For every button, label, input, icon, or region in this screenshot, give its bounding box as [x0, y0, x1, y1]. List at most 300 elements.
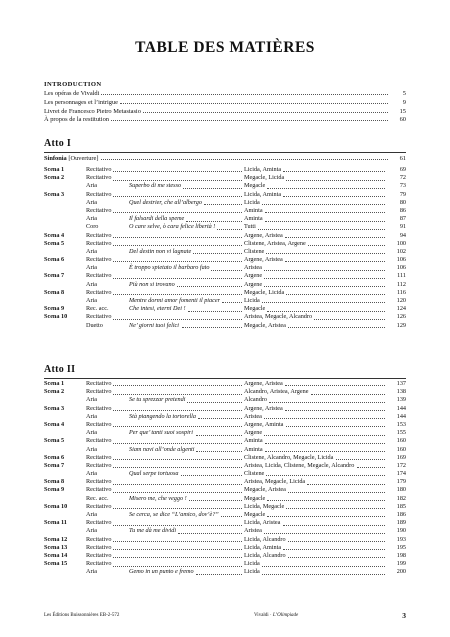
dot-leader — [288, 541, 385, 542]
scene-number: Scena 10 — [44, 313, 68, 321]
scene-number: Scena 15 — [44, 560, 68, 568]
page-number: 186 — [396, 511, 406, 518]
dot-leader — [204, 204, 242, 205]
piece-type: Aria — [86, 215, 97, 223]
dot-leader — [113, 171, 242, 172]
characters: Alcandro, Aristea, Argene — [244, 388, 309, 396]
piece-title: Mentre dormi amor fomenti il piacer — [129, 297, 221, 304]
piece-type: Recitativo — [86, 174, 112, 182]
piece-type: Recitativo — [86, 486, 112, 494]
page-number: 153 — [396, 420, 406, 428]
toc-row[interactable] — [44, 223, 406, 231]
dot-leader — [113, 319, 242, 320]
toc-row[interactable] — [44, 544, 406, 552]
page-number: 160 — [396, 437, 406, 445]
page-number: 112 — [396, 280, 406, 288]
characters: Licida — [244, 198, 260, 206]
piece-type: Aria — [86, 511, 97, 518]
toc-row[interactable] — [44, 313, 406, 321]
dot-leader — [182, 327, 242, 328]
dot-leader — [221, 516, 242, 517]
toc-row[interactable] — [44, 272, 406, 280]
dot-leader — [120, 103, 388, 104]
toc-row[interactable] — [44, 446, 406, 454]
dot-leader — [311, 394, 385, 395]
dot-leader — [196, 451, 242, 452]
toc-row[interactable] — [44, 174, 406, 182]
characters: Clistene — [244, 470, 265, 478]
introduction-list — [44, 90, 406, 125]
scene-number: Scena 8 — [44, 478, 65, 486]
piece-type: Recitativo — [86, 560, 112, 568]
dot-leader — [307, 484, 385, 485]
dot-leader — [285, 385, 385, 386]
dot-leader — [181, 475, 243, 476]
page-number: 144 — [396, 412, 406, 420]
dot-leader — [113, 525, 242, 526]
dot-leader — [264, 286, 385, 287]
piece-type: Aria — [86, 264, 97, 272]
page-number: 102 — [396, 247, 406, 255]
dot-leader — [188, 311, 242, 312]
characters: Aristea, Licida, Clistene, Megacle, Alcandro — [244, 461, 355, 469]
page-number: 179 — [396, 478, 406, 486]
characters: Argene, Aristea — [244, 404, 283, 412]
characters: Megacle — [244, 494, 266, 502]
toc-row[interactable] — [44, 511, 406, 519]
scene-number: Scena 4 — [44, 420, 65, 428]
piece-type: Recitativo — [86, 256, 112, 264]
piece-type: Duetto — [86, 321, 103, 329]
dot-leader — [267, 500, 385, 501]
dot-leader — [113, 549, 242, 550]
toc-row[interactable] — [44, 322, 406, 330]
piece-type: Recitativo — [86, 380, 112, 387]
characters: Aminta — [244, 437, 263, 445]
dot-leader — [286, 180, 385, 181]
dot-leader — [258, 229, 385, 230]
sinfonia-label: Sinfonia — [44, 155, 67, 162]
piece-type: Aria — [86, 297, 97, 304]
piece-type: Recitativo — [86, 206, 112, 214]
toc-row[interactable] — [44, 264, 406, 272]
intro-entry[interactable] — [44, 99, 406, 108]
piece-type: Aria — [86, 396, 97, 404]
dot-leader — [113, 557, 242, 558]
dot-leader — [222, 302, 242, 303]
piece-type: Recitativo — [86, 437, 112, 445]
page-number: 15 — [399, 107, 406, 115]
dot-leader — [267, 311, 385, 312]
toc-row[interactable] — [44, 388, 406, 396]
dot-leader — [285, 261, 385, 262]
toc-row[interactable] — [44, 297, 406, 305]
piece-type: Coro — [86, 223, 99, 231]
dot-leader — [113, 484, 242, 485]
dot-leader — [113, 410, 242, 411]
act-2-rule — [44, 378, 406, 379]
toc-row[interactable] — [44, 215, 406, 223]
page-number: 120 — [396, 297, 406, 304]
dot-leader — [113, 426, 242, 427]
toc-row[interactable] — [44, 240, 406, 248]
page-number: 116 — [396, 288, 406, 296]
page-number: 94 — [399, 231, 406, 239]
intro-entry-title: Les personnages et l’intrigue — [44, 98, 119, 106]
dot-leader — [113, 467, 242, 468]
dot-leader — [183, 188, 242, 189]
characters: Aristea, Megacle, Alcandro — [244, 313, 313, 321]
dot-leader — [266, 475, 385, 476]
dot-leader — [308, 245, 385, 246]
dot-leader — [266, 253, 385, 254]
dot-leader — [113, 180, 242, 181]
toc-row[interactable] — [44, 527, 406, 535]
sinfonia-text: [Ouverture] — [66, 155, 99, 162]
toc-row[interactable] — [44, 486, 406, 494]
sinfonia-row[interactable] — [44, 154, 406, 163]
piece-type: Aria — [86, 247, 97, 255]
dot-leader — [198, 418, 242, 419]
characters: Licida, Alcandro — [244, 535, 286, 543]
piece-type: Aria — [86, 445, 97, 453]
piece-type: Recitativo — [86, 272, 112, 280]
page-number: 9 — [402, 98, 406, 106]
dot-leader — [196, 435, 242, 436]
toc-row[interactable] — [44, 568, 406, 576]
dot-leader — [265, 451, 385, 452]
characters: Aristea, Megacle, Licida — [244, 478, 306, 486]
dot-leader — [264, 270, 385, 271]
running-title — [254, 613, 298, 618]
piece-type: Recitativo — [86, 478, 112, 486]
piece-title: Che intesi, eterni Dei ! — [129, 305, 186, 313]
toc-row[interactable] — [44, 437, 406, 445]
piece-type: Recitativo — [86, 239, 112, 247]
dot-leader — [286, 426, 385, 427]
scene-number: Scena 12 — [44, 535, 68, 543]
toc-row[interactable] — [44, 552, 406, 560]
page-number: 137 — [396, 380, 406, 387]
toc-row[interactable] — [44, 413, 406, 421]
scene-number: Scena 14 — [44, 551, 68, 559]
dot-leader — [113, 566, 242, 567]
characters: Licida — [244, 297, 260, 304]
piece-title: Se tu sprezzar pretendi — [129, 396, 186, 404]
piece-title: Più non si trovano — [129, 280, 175, 288]
piece-type: Aria — [86, 429, 97, 437]
toc-row[interactable] — [44, 166, 406, 174]
dot-leader — [113, 212, 242, 213]
piece-title: Per que’ tanti suoi sospiri — [129, 429, 193, 437]
dot-leader — [267, 188, 385, 189]
publisher-reference: Les Éditions Buissonnières EB-2-572 — [44, 613, 120, 618]
scene-number: Scena 9 — [44, 305, 65, 313]
introduction-heading: INTRODUCTION — [44, 81, 102, 88]
page-number: 198 — [396, 551, 406, 559]
page-number: 91 — [399, 223, 406, 231]
intro-entry[interactable] — [44, 116, 406, 125]
dot-leader — [101, 159, 389, 160]
piece-type: Aria — [86, 470, 97, 478]
dot-leader — [288, 492, 385, 493]
page-title: TABLE DES MATIÈRES — [135, 39, 315, 56]
page-number: 189 — [396, 519, 406, 527]
dot-leader — [211, 270, 242, 271]
toc-row[interactable] — [44, 462, 406, 470]
toc-row[interactable] — [44, 470, 406, 478]
toc-row[interactable] — [44, 248, 406, 256]
piece-title: Quel destrier, che all’albergo — [129, 198, 202, 206]
characters: Tutti — [244, 223, 256, 231]
toc-row[interactable] — [44, 232, 406, 240]
piece-type: Aria — [86, 527, 97, 535]
toc-row[interactable] — [44, 182, 406, 190]
characters: Megacle, Aristea — [244, 321, 286, 329]
dot-leader — [265, 212, 385, 213]
page-number: 111 — [397, 272, 406, 280]
toc-row[interactable] — [44, 421, 406, 429]
dot-leader — [189, 500, 242, 501]
scene-number: Scena 7 — [44, 461, 65, 469]
dot-leader — [113, 294, 242, 295]
characters: Licida, Megacle — [244, 502, 285, 510]
dot-leader — [283, 525, 385, 526]
toc-row[interactable] — [44, 305, 406, 313]
scene-number: Scena 1 — [44, 380, 65, 387]
characters: Licida, Aminta — [244, 543, 282, 551]
toc-row[interactable] — [44, 380, 406, 388]
characters: Megacle, Licida — [244, 174, 285, 182]
intro-entry-title: À propos de la restitution — [44, 116, 109, 124]
characters: Argene, Aristea — [244, 380, 283, 387]
piece-title: O care selve, ò cara felice libertà ! — [129, 223, 216, 231]
dot-leader — [288, 327, 385, 328]
characters: Megacle — [244, 305, 266, 313]
toc-row[interactable] — [44, 199, 406, 207]
page-number: 180 — [396, 486, 406, 494]
dot-leader — [217, 229, 242, 230]
intro-entry-title: Livret de Francesco Pietro Metastasio — [44, 107, 141, 115]
piece-type: Recitativo — [86, 166, 112, 173]
toc-row[interactable] — [44, 454, 406, 462]
dot-leader — [262, 204, 385, 205]
toc-row[interactable] — [44, 256, 406, 264]
dot-leader — [283, 171, 385, 172]
dot-leader — [283, 196, 385, 197]
characters: Megacle, Aristea — [244, 486, 286, 494]
dot-leader — [314, 319, 385, 320]
piece-type: Recitativo — [86, 404, 112, 412]
piece-title: È troppo spietato il barbaro fato — [129, 264, 210, 272]
piece-title: Il falsardi della speme — [129, 215, 185, 223]
piece-title: Stà piangendo la tortorella — [129, 412, 196, 420]
toc-row[interactable] — [44, 560, 406, 568]
dot-leader — [285, 237, 385, 238]
dot-leader — [336, 459, 385, 460]
composer-name: Vivaldi · — [254, 613, 273, 618]
piece-type: Aria — [86, 182, 97, 190]
act-1-table — [44, 166, 406, 330]
dot-leader — [177, 286, 242, 287]
piece-type: Recitativo — [86, 231, 112, 239]
dot-leader — [113, 261, 242, 262]
characters: Licida, Aminta — [244, 166, 282, 173]
page-number: 144 — [396, 404, 406, 412]
toc-row[interactable] — [44, 503, 406, 511]
characters: Licida — [244, 560, 260, 568]
scene-number: Scena 6 — [44, 256, 65, 264]
scene-number: Scena 9 — [44, 486, 65, 494]
page-number: 100 — [396, 239, 406, 247]
toc-row[interactable] — [44, 207, 406, 215]
piece-type: Recitativo — [86, 543, 112, 551]
page-number: 185 — [396, 502, 406, 510]
piece-type: Aria — [86, 568, 97, 576]
piece-type: Aria — [86, 412, 97, 420]
characters: Argene, Aristea — [244, 256, 283, 264]
characters: Argene — [244, 429, 263, 437]
scene-number: Scena 6 — [44, 453, 65, 461]
scene-number: Scena 4 — [44, 231, 65, 239]
piece-type: Aria — [86, 280, 97, 288]
page-number: 160 — [396, 445, 406, 453]
characters: Clistene — [244, 247, 265, 255]
page-number: 86 — [399, 206, 406, 214]
scene-number: Scena 13 — [44, 543, 68, 551]
page-number: 72 — [399, 174, 406, 182]
scene-number: Scena 2 — [44, 388, 65, 396]
characters: Clistene, Alcandro, Megacle, Licida — [244, 453, 334, 461]
dot-leader — [283, 549, 385, 550]
characters: Argene, Aristea — [244, 231, 283, 239]
dot-leader — [113, 394, 242, 395]
toc-row[interactable] — [44, 536, 406, 544]
scene-number: Scena 5 — [44, 437, 65, 445]
dot-leader — [265, 221, 385, 222]
act-2-heading: Atto II — [44, 364, 76, 375]
page-number: 61 — [399, 155, 406, 162]
piece-title: Misero me, che veggo ! — [129, 494, 187, 502]
piece-title: Del destin non vi lagnate — [129, 247, 192, 255]
page-number: 139 — [396, 396, 406, 404]
scene-number: Scena 10 — [44, 502, 68, 510]
piece-title: Gemo in un punto e fremo — [129, 568, 194, 576]
work-title: L’Olimpiade — [272, 613, 299, 618]
dot-leader — [264, 418, 385, 419]
dot-leader — [113, 196, 242, 197]
page-number: 174 — [396, 470, 406, 478]
piece-title: Tu me dà me dividi — [129, 527, 177, 535]
scene-number: Scena 5 — [44, 239, 65, 247]
scene-number: Scena 8 — [44, 288, 65, 296]
intro-entry[interactable] — [44, 90, 406, 99]
piece-type: Rec. acc. — [86, 494, 109, 502]
page-number: 60 — [399, 116, 406, 124]
piece-type: Recitativo — [86, 519, 112, 527]
toc-row[interactable] — [44, 281, 406, 289]
dot-leader — [286, 508, 385, 509]
toc-row[interactable] — [44, 429, 406, 437]
characters: Alcandro — [244, 396, 268, 404]
dot-leader — [196, 574, 242, 575]
dot-leader — [143, 112, 388, 113]
scene-number: Scena 2 — [44, 174, 65, 182]
toc-row[interactable] — [44, 405, 406, 413]
page-number: 69 — [399, 166, 406, 173]
page-number: 195 — [396, 543, 406, 551]
piece-title: Superbo di me stesso — [129, 182, 182, 190]
toc-row[interactable] — [44, 519, 406, 527]
page-number: 80 — [399, 198, 406, 206]
piece-type: Recitativo — [86, 190, 112, 198]
toc-row[interactable] — [44, 495, 406, 503]
dot-leader — [288, 557, 385, 558]
dot-leader — [113, 443, 242, 444]
dot-leader — [262, 302, 385, 303]
dot-leader — [267, 516, 385, 517]
page-number: 172 — [396, 461, 406, 469]
dot-leader — [193, 253, 242, 254]
characters: Clistene, Aristea, Argene — [244, 239, 306, 247]
dot-leader — [286, 294, 385, 295]
dot-leader — [113, 385, 242, 386]
dot-leader — [113, 508, 242, 509]
dot-leader — [262, 566, 385, 567]
scene-number: Scena 7 — [44, 272, 65, 280]
characters: Aminta — [244, 206, 263, 214]
page-number: 106 — [396, 264, 406, 272]
page-number: 138 — [396, 388, 406, 396]
dot-leader — [264, 533, 385, 534]
dot-leader — [113, 459, 242, 460]
dot-leader — [285, 410, 385, 411]
characters: Aristea — [244, 264, 262, 272]
characters: Argene — [244, 280, 263, 288]
toc-row[interactable] — [44, 289, 406, 297]
characters: Aristea — [244, 412, 262, 420]
dot-leader — [186, 221, 242, 222]
page-number: 87 — [399, 215, 406, 223]
page-number: 73 — [399, 182, 406, 190]
page-number: 155 — [396, 429, 406, 437]
act-1-heading: Atto I — [44, 138, 72, 149]
scene-number: Scena 3 — [44, 404, 65, 412]
toc-row[interactable] — [44, 396, 406, 404]
piece-type: Recitativo — [86, 388, 112, 396]
dot-leader — [269, 402, 385, 403]
characters: Aminta — [244, 445, 263, 453]
act-1-rule — [44, 152, 406, 153]
characters: Argene, Aminta — [244, 420, 284, 428]
piece-type: Recitativo — [86, 420, 112, 428]
characters: Megacle, Licida — [244, 288, 285, 296]
act-2-table — [44, 380, 406, 577]
characters: Argene — [244, 272, 263, 280]
toc-row[interactable] — [44, 478, 406, 486]
dot-leader — [264, 278, 385, 279]
page-number: 193 — [396, 535, 406, 543]
dot-leader — [113, 541, 242, 542]
toc-row[interactable] — [44, 191, 406, 199]
dot-leader — [113, 245, 242, 246]
scene-number: Scena 11 — [44, 519, 67, 527]
piece-type: Recitativo — [86, 461, 112, 469]
page-number: 129 — [396, 321, 406, 329]
piece-title: Qual serpe tortuosa — [129, 470, 179, 478]
characters: Licida, Aristea — [244, 519, 281, 527]
page-number: 200 — [396, 568, 406, 576]
